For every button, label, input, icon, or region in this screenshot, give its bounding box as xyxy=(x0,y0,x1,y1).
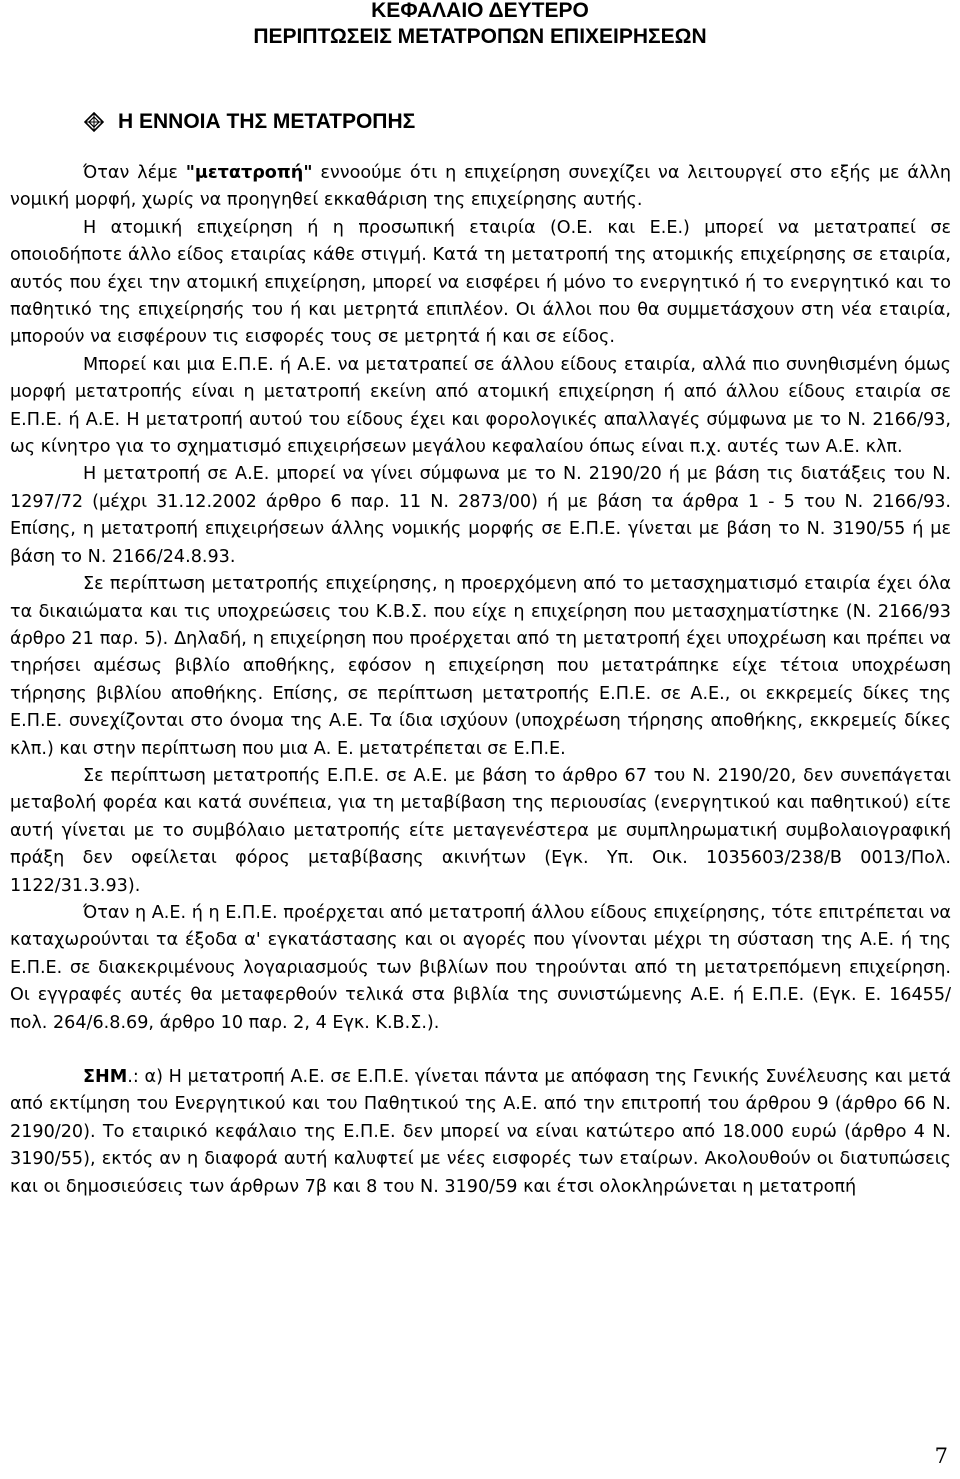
note-text: .: α) Η μετατροπή Α.Ε. σε Ε.Π.Ε. γίνεται πάντα με απόφαση της Γενικής Συνέλευσης και μετά από εκτίμηση του Ενεργητικού και του Παθητικού της Α.Ε. από την επιτροπή του άρθρου 9 (άρθρο 66 Ν. 2190/20). Το εταιρικό κεφάλαιο της Ε.Π.Ε. δεν μπορεί να είναι κατώτερο από 18.000 ευρώ (άρθρο 4 Ν. 3190/55), εκτός αν η διαφορά αυτή καλυφτεί με νέες εισφορές των εταίρων. Ακολουθούν οι διατυπώσεις και οι δημοσιεύσεις των άρθρων 7β και 8 του Ν. 3190/59 και έτσι ολοκληρώνεται η μετατροπή xyxy=(10,1067,951,1197)
note-label: ΣΗΜ xyxy=(83,1067,128,1087)
body-text xyxy=(10,160,951,1201)
chapter-title: ΚΕΦΑΛΑΙΟ ΔΕΥΤΕΡΟ xyxy=(371,0,589,22)
paragraph-3: Μπορεί και μια Ε.Π.Ε. ή Α.Ε. να μετατραπεί σε άλλου είδους εταιρία, αλλά πιο συνηθισμένη όμως μορφή μετατροπής είναι η μετατροπή εκείνη από ατομική επιχείρηση ή από άλλου είδους εταιρία σε Ε.Π.Ε. ή Α.Ε. Η μετατροπή αυτού του είδους έχει και φορολογικές απαλλαγές σύμφωνα με το Ν. 2166/93, ως κίνητρο για το σχηματισμό επιχειρήσεων μεγάλου κεφαλαίου όπως είναι π.χ. αυτές των Α.Ε. κλπ. xyxy=(10,354,951,458)
paragraph-2: Η ατομική επιχείρηση ή η προσωπική εταιρία (Ο.Ε. και Ε.Ε.) μπορεί να μετατραπεί σε οποιοδήποτε άλλο είδος εταιρίας κάθε στιγμή. Κατά τη μετατροπή της ατομικής επιχείρησης σε εταιρία, αυτός που έχει την ατομική επιχείρηση, μπορεί να εισφέρει ή μόνο το ενεργητικό ή το ενεργητικό και το παθητικό της επιχείρησής του ή και μετρητά επιπλέον. Οι άλλοι που θα συμμετάσχουν στη νέα εταιρία, μπορούν να εισφέρουν τις εισφορές τους σε μετρητά ή και σε είδος. xyxy=(10,217,951,348)
paragraph-5: Σε περίπτωση μετατροπής επιχείρησης, η προερχόμενη από το μετασχηματισμό εταιρία έχει όλα τα δικαιώματα και τις υποχρεώσεις του Κ.Β.Σ. που είχε η επιχείρηση που μετασχηματίστηκε (Ν. 2166/93 άρθρο 21 παρ. 5). Δηλαδή, η επιχείρηση που προέρχεται από τη μετατροπή έχει υποχρέωση και πρέπει να τηρήσει αμέσως βιβλίο αποθήκης, εφόσον η επιχείρηση που μετατράπηκε είχε τέτοια υποχρέωση τήρησης βιβλίου αποθήκης. Επίσης, σε περίπτωση μετατροπής Ε.Π.Ε. σε Α.Ε., οι εκκρεμείς δίκες της Ε.Π.Ε. συνεχίζονται στο όνομα της Α.Ε. Τα ίδια ισχύουν (υποχρέωση τήρησης αποθήκης, εκκρεμείς δίκες κλπ.) και στην περίπτωση που μια Α. Ε. μετατρέπεται σε Ε.Π.Ε. xyxy=(10,574,951,759)
paragraph-1-start: Όταν λέμε xyxy=(83,163,186,183)
paragraph-7: Όταν η Α.Ε. ή η Ε.Π.Ε. προέρχεται από μετατροπή άλλου είδους επιχείρησης, τότε επιτρέπεται να καταχωρούνται τα έξοδα α' εγκατάστασης και οι αγορές που γίνονται μέχρι τη σύσταση της Α.Ε. ή της Ε.Π.Ε. σε διακεκριμένους λογαριασμούς των βιβλίων που τηρούνται από τη μετατρεπόμενη επιχείρηση. Οι εγγραφές αυτές θα μεταφερθούν τελικά στα βιβλία της συνιστώμενης Α.Ε. ή Ε.Π.Ε. (Εγκ. Ε. 16455/πολ. 264/6.8.69, άρθρο 10 παρ. 2, 4 Εγκ. Κ.Β.Σ.). xyxy=(10,902,951,1033)
page-number: 7 xyxy=(934,1444,948,1468)
paragraph-1-rest: εννοούμε ότι η επιχείρηση συνεχίζει να λειτουργεί στο εξής με άλλη νομική μορφή, χωρίς να προηγηθεί εκκαθάριση της επιχείρησης αυτής. xyxy=(10,163,952,211)
note-paragraph xyxy=(10,1064,951,1201)
paragraph-1 xyxy=(10,160,951,215)
chapter-subtitle: ΠΕΡΙΠΤΩΣΕΙΣ ΜΕΤΑΤΡΟΠΩΝ ΕΠΙΧΕΙΡΗΣΕΩΝ xyxy=(253,25,707,48)
paragraph-6: Σε περίπτωση μετατροπής Ε.Π.Ε. σε Α.Ε. με βάση το άρθρο 67 του Ν. 2190/20, δεν συνεπάγεται μεταβολή φορέα και κατά συνέπεια, για τη μεταβίβαση της περιουσίας (ενεργητικού και παθητικού) είτε αυτή γίνεται με το συμβόλαιο μετατροπής είτε μεταγενέστερα με συμπληρωματική συμβολαιογραφική πράξη δεν οφείλεται φόρος μεταβίβασης ακινήτων (Εγκ. Υπ. Οικ. 1035603/238/Β 0013/Πολ. 1122/31.3.93). xyxy=(10,765,951,896)
section-title: Η ΕΝΝΟΙΑ ΤΗΣ ΜΕΤΑΤΡΟΠΗΣ xyxy=(118,110,416,133)
diamond-bullet-icon xyxy=(84,112,104,132)
paragraph-4: Η μετατροπή σε Α.Ε. μπορεί να γίνει σύμφωνα με το Ν. 2190/20 ή με βάση τις διατάξεις του Ν. 1297/72 (μέχρι 31.12.2002 άρθρο 6 παρ. 11 Ν. 2873/00) ή με βάση τα άρθρα 1 - 5 του Ν. 2166/93. Επίσης, η μετατροπή επιχειρήσεων άλλης νομικής μορφής σε Ε.Π.Ε. γίνεται με βάση το Ν. 3190/55 ή με βάση το Ν. 2166/24.8.93. xyxy=(10,464,951,567)
section-heading xyxy=(84,110,415,134)
term-metatropi: "μετατροπή" xyxy=(185,163,313,183)
